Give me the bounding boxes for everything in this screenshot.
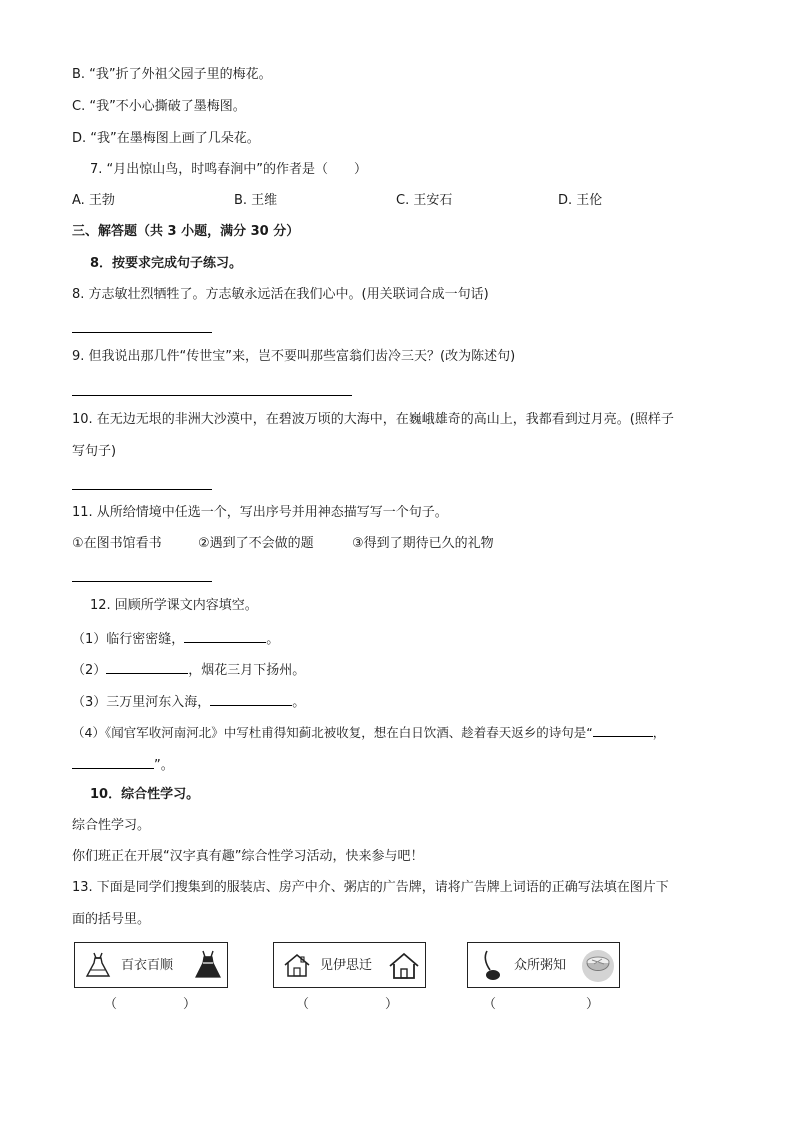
q7-option-b: B. 王维: [234, 193, 278, 208]
q8-answer-line[interactable]: [72, 332, 212, 333]
q12-item-1-blank[interactable]: [184, 629, 266, 643]
q12-item-2-end: ，烟花三月下扬州。: [188, 663, 306, 678]
q12-item-2-text: （2）: [72, 663, 107, 678]
q12-item-3: [72, 692, 305, 712]
q13-answer-2-open: （: [296, 997, 310, 1012]
q13-answer-3[interactable]: [483, 996, 599, 1014]
q7-option-c: C. 王安石: [396, 193, 453, 208]
q13-stem-line2: 面的括号里。: [72, 912, 151, 927]
q11-stem: 11. 从所给情境中任选一个，写出序号并用神态描写写一个句子。: [72, 505, 448, 520]
q12-item-2-blank[interactable]: [106, 660, 188, 674]
sign-clothing-text: 百衣百顺: [121, 958, 174, 973]
q12-item-4-blank-2[interactable]: [72, 755, 154, 769]
integrated-intro: 你们班正在开展“汉字真有趣”综合性学习活动，快来参与吧！: [72, 849, 424, 864]
ladle-icon: [478, 948, 504, 984]
q13-answer-2[interactable]: [296, 996, 398, 1014]
q7-stem: 7. “月出惊山鸟，时鸣春涧中”的作者是（ ）: [90, 162, 368, 177]
q12-item-4-cont: [72, 755, 174, 775]
q13-answer-1-open: （: [104, 997, 118, 1012]
section-title: 三、解答题（共 3 小题，满分 30 分）: [72, 224, 300, 239]
q13-answer-1-close: ）: [183, 997, 197, 1012]
q11-choice-2: ②遇到了不会做的题: [198, 536, 314, 551]
q12-item-4-end: ”。: [154, 758, 174, 773]
integrated-heading: 10．综合性学习。: [90, 787, 200, 802]
q8-heading: 8．按要求完成句子练习。: [90, 256, 243, 271]
sign-real-estate-text: 见伊思迁: [320, 958, 373, 973]
q10-answer-line[interactable]: [72, 489, 212, 490]
q10-stem-line2: 写句子): [72, 444, 117, 459]
q12-item-4: [72, 723, 665, 742]
q8-stem: 8. 方志敏壮烈牺牲了。方志敏永远活在我们心中。(用关联词合成一句话): [72, 287, 489, 302]
dress-icon: [83, 950, 113, 980]
q12-item-3-end: 。: [292, 695, 306, 710]
q12-item-3-text: （3）三万里河东入海，: [72, 695, 211, 710]
q12-item-1-end: 。: [266, 632, 280, 647]
integrated-title: 综合性学习。: [72, 818, 151, 833]
ad-sign-porridge: [467, 942, 620, 988]
q11-answer-line[interactable]: [72, 581, 212, 582]
ad-sign-clothing: [74, 942, 228, 988]
house-icon: [282, 951, 312, 979]
q13-answer-3-open: （: [483, 997, 497, 1012]
q12-item-3-blank[interactable]: [210, 692, 292, 706]
q6-option-c: C. “我”不小心撕破了墨梅图。: [72, 99, 246, 114]
q13-answer-2-close: ）: [385, 997, 399, 1012]
ad-sign-real-estate: [273, 942, 426, 988]
q11-choice-3: ③得到了期待已久的礼物: [352, 536, 494, 551]
q12-item-1: [72, 629, 279, 649]
q12-item-1-text: （1）临行密密缝，: [72, 632, 185, 647]
q10-stem-line1: 10. 在无边无垠的非洲大沙漠中，在碧波万顷的大海中，在巍峨雄奇的高山上，我都看到过月亮。(照样子: [72, 412, 674, 427]
q12-item-4-blank-1[interactable]: [593, 723, 653, 737]
q13-answer-3-close: ）: [586, 997, 600, 1012]
q9-answer-line[interactable]: [72, 395, 352, 396]
house-icon: [388, 951, 420, 981]
sign-porridge-text: 众所粥知: [514, 958, 567, 973]
q6-option-b: B. “我”折了外祖父园子里的梅花。: [72, 67, 272, 82]
q12-item-2: [72, 660, 305, 680]
dress-icon: [193, 949, 223, 981]
q6-option-d: D. “我”在墨梅图上画了几朵花。: [72, 131, 260, 146]
q12-item-4-text: （4）《闻官军收河南河北》中写杜甫得知蓟北被收复，想在白日饮酒、趁着春天返乡的诗句是“: [72, 725, 593, 740]
bowl-icon: [580, 947, 616, 985]
q7-option-a: A. 王勃: [72, 193, 115, 208]
q13-stem-line1: 13. 下面是同学们搜集到的服装店、房产中介、粥店的广告牌，请将广告牌上词语的正确写法填在图片下: [72, 880, 669, 895]
q11-choice-1: ①在图书馆看书: [72, 536, 162, 551]
q9-stem: 9. 但我说出那几件“传世宝”来，岂不要叫那些富翁们齿冷三天？(改为陈述句): [72, 349, 516, 364]
q12-item-4-comma: ，: [652, 725, 666, 740]
q12-stem: 12. 回顾所学课文内容填空。: [90, 598, 258, 613]
q13-answer-1[interactable]: [104, 996, 196, 1014]
q7-option-d: D. 王伦: [558, 193, 603, 208]
